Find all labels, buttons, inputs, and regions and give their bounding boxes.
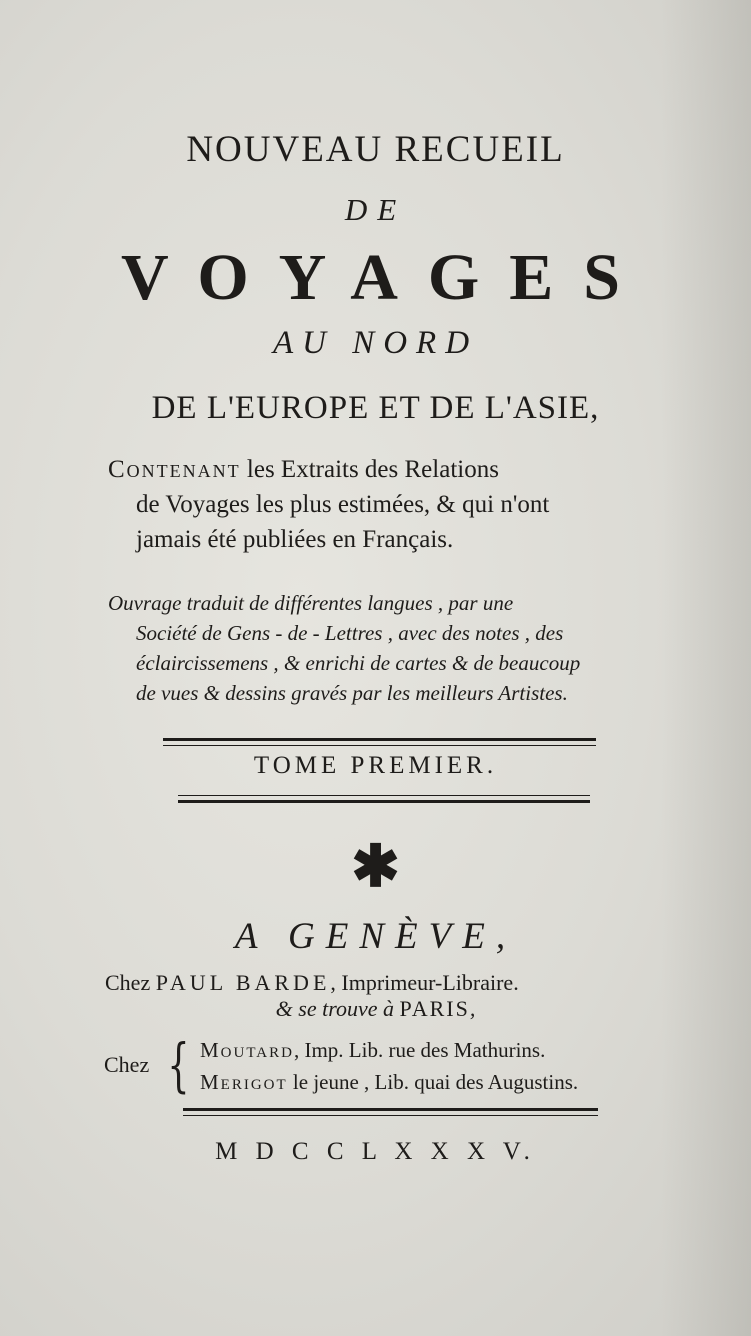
title-line-1: NOUVEAU RECUEIL <box>186 129 565 170</box>
seller-2 <box>200 1066 700 1098</box>
work-line-4: de vues & dessins gravés par les meilleurs Artistes. <box>136 681 568 705</box>
rule-bottom-thick <box>178 800 590 803</box>
content-line-1: les Extraits des Relations <box>240 456 499 483</box>
paris-suffix: , <box>469 996 476 1021</box>
imprint-paris <box>0 996 751 1022</box>
seller-1 <box>200 1034 700 1066</box>
content-line-3: jamais été publiées en Français. <box>136 526 454 553</box>
seller-1-address: , Imp. Lib. rue des Mathurins. <box>293 1038 546 1062</box>
imprint-sellers <box>200 1034 700 1098</box>
title-line-5: DE L'EUROPE ET DE L'ASIE, <box>151 390 600 426</box>
rule-bottom-thin <box>178 795 590 796</box>
title-line-4: AU NORD <box>272 325 479 361</box>
imprint-printer <box>105 966 705 1000</box>
work-line-3: éclaircissemens , & enrichi de cartes & de beaucoup <box>136 651 581 675</box>
work-line-1: Ouvrage traduit de différentes langues , par une <box>108 591 514 615</box>
printer-role: , Imprimeur-Libraire. <box>330 970 519 995</box>
publication-year: M D C C L X X X V. <box>215 1138 536 1165</box>
work-line-2: Société de Gens - de - Lettres , avec des notes , des <box>136 621 564 645</box>
rule-top-thick <box>163 738 596 741</box>
ornament-star-icon: ✱ <box>351 834 400 899</box>
content-line-2: de Voyages les plus estimées, & qui n'ont <box>136 491 550 518</box>
seller-2-address: le jeune , Lib. quai des Augustins. <box>287 1070 579 1094</box>
paris-prefix: & se trouve à <box>275 996 400 1021</box>
work-description <box>108 588 668 708</box>
rule-year-thick <box>183 1108 598 1111</box>
content-description <box>108 452 668 557</box>
printer-name: PAUL BARDE <box>155 970 331 995</box>
paris-city: PARIS <box>399 996 470 1021</box>
rule-year-thin <box>183 1115 598 1116</box>
content-lead: Contenant <box>108 456 241 483</box>
sellers-label: Chez <box>104 1052 150 1077</box>
imprint-city: A GENÈVE, <box>234 916 517 957</box>
printer-label: Chez <box>105 970 156 995</box>
title-line-2: DE <box>344 192 407 227</box>
title-line-3: VOYAGES <box>120 241 650 314</box>
seller-2-name: Merigot <box>200 1070 288 1094</box>
brace-glyph: { <box>167 1031 190 1099</box>
seller-1-name: Moutard <box>200 1038 294 1062</box>
rule-top-thin <box>163 745 596 746</box>
volume-title: TOME PREMIER. <box>253 752 498 779</box>
